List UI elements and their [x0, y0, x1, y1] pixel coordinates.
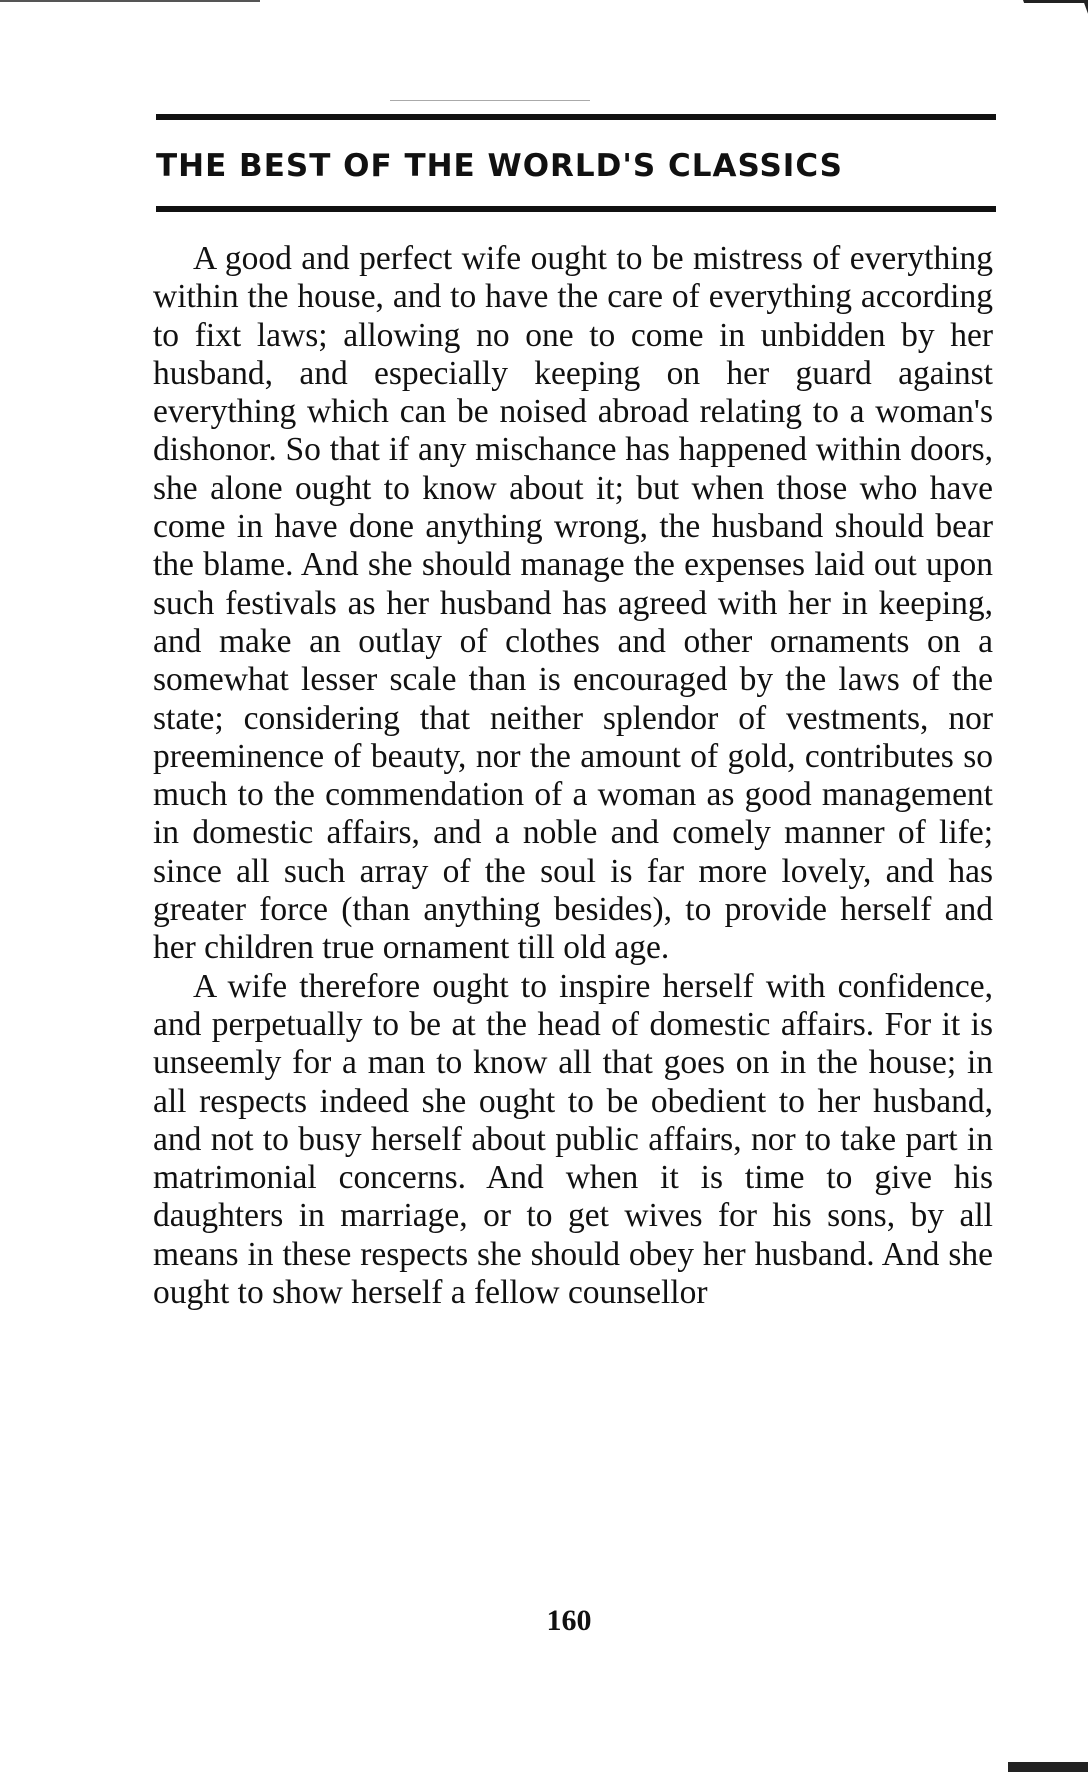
paragraph-1: A good and perfect wife ought to be mistress of everything within the house, and to have the care of everything according to fixt laws; allowing no one to come in unbidden by her husband, and especially keeping on her guard against everything which can be noised abroad relating to a woman's dishonor. So that if any mischance has happened within doors, she alone ought to know about it; but when those who have come in have done anything wrong, the husband should bear the blame. And she should manage the expenses laid out upon such festivals as her husband has agreed with her in keeping, and make an outlay of clothes and other ornaments on a somewhat lesser scale than is encouraged by the laws of the state; considering that neither splendor of vestments, nor preeminence of beauty, nor the amount of gold, contributes so much to the commendation of a woman as good management in domestic affairs, and a noble and comely manner of life; since all such array of the soul is far more lovely, and has greater force (than anything besides), to provide herself and her children true ornament till old age. — [153, 240, 993, 967]
header-rule-top — [156, 114, 996, 120]
page-number: 160 — [546, 1604, 592, 1637]
scan-edge-bottom-right — [1008, 1752, 1088, 1772]
faint-rule — [390, 100, 590, 101]
running-head: THE BEST OF THE WORLD'S CLASSICS — [156, 148, 843, 184]
header-rule-bottom — [156, 206, 996, 212]
scan-corner-mark — [1023, 0, 1088, 39]
body-text — [153, 240, 993, 1312]
scan-edge-top-left — [0, 0, 260, 2]
paragraph-2: A wife therefore ought to inspire herself with confidence, and perpetually to be at the head of domestic affairs. For it is unseemly for a man to know all that goes on in the house; in all respects indeed she ought to be obedient to her husband, and not to busy herself about public affairs, nor to take part in matrimonial concerns. And when it is time to give his daughters in marriage, or to get wives for his sons, by all means in these respects she should obey her husband. And she ought to show herself a fellow counsellor — [153, 967, 993, 1312]
